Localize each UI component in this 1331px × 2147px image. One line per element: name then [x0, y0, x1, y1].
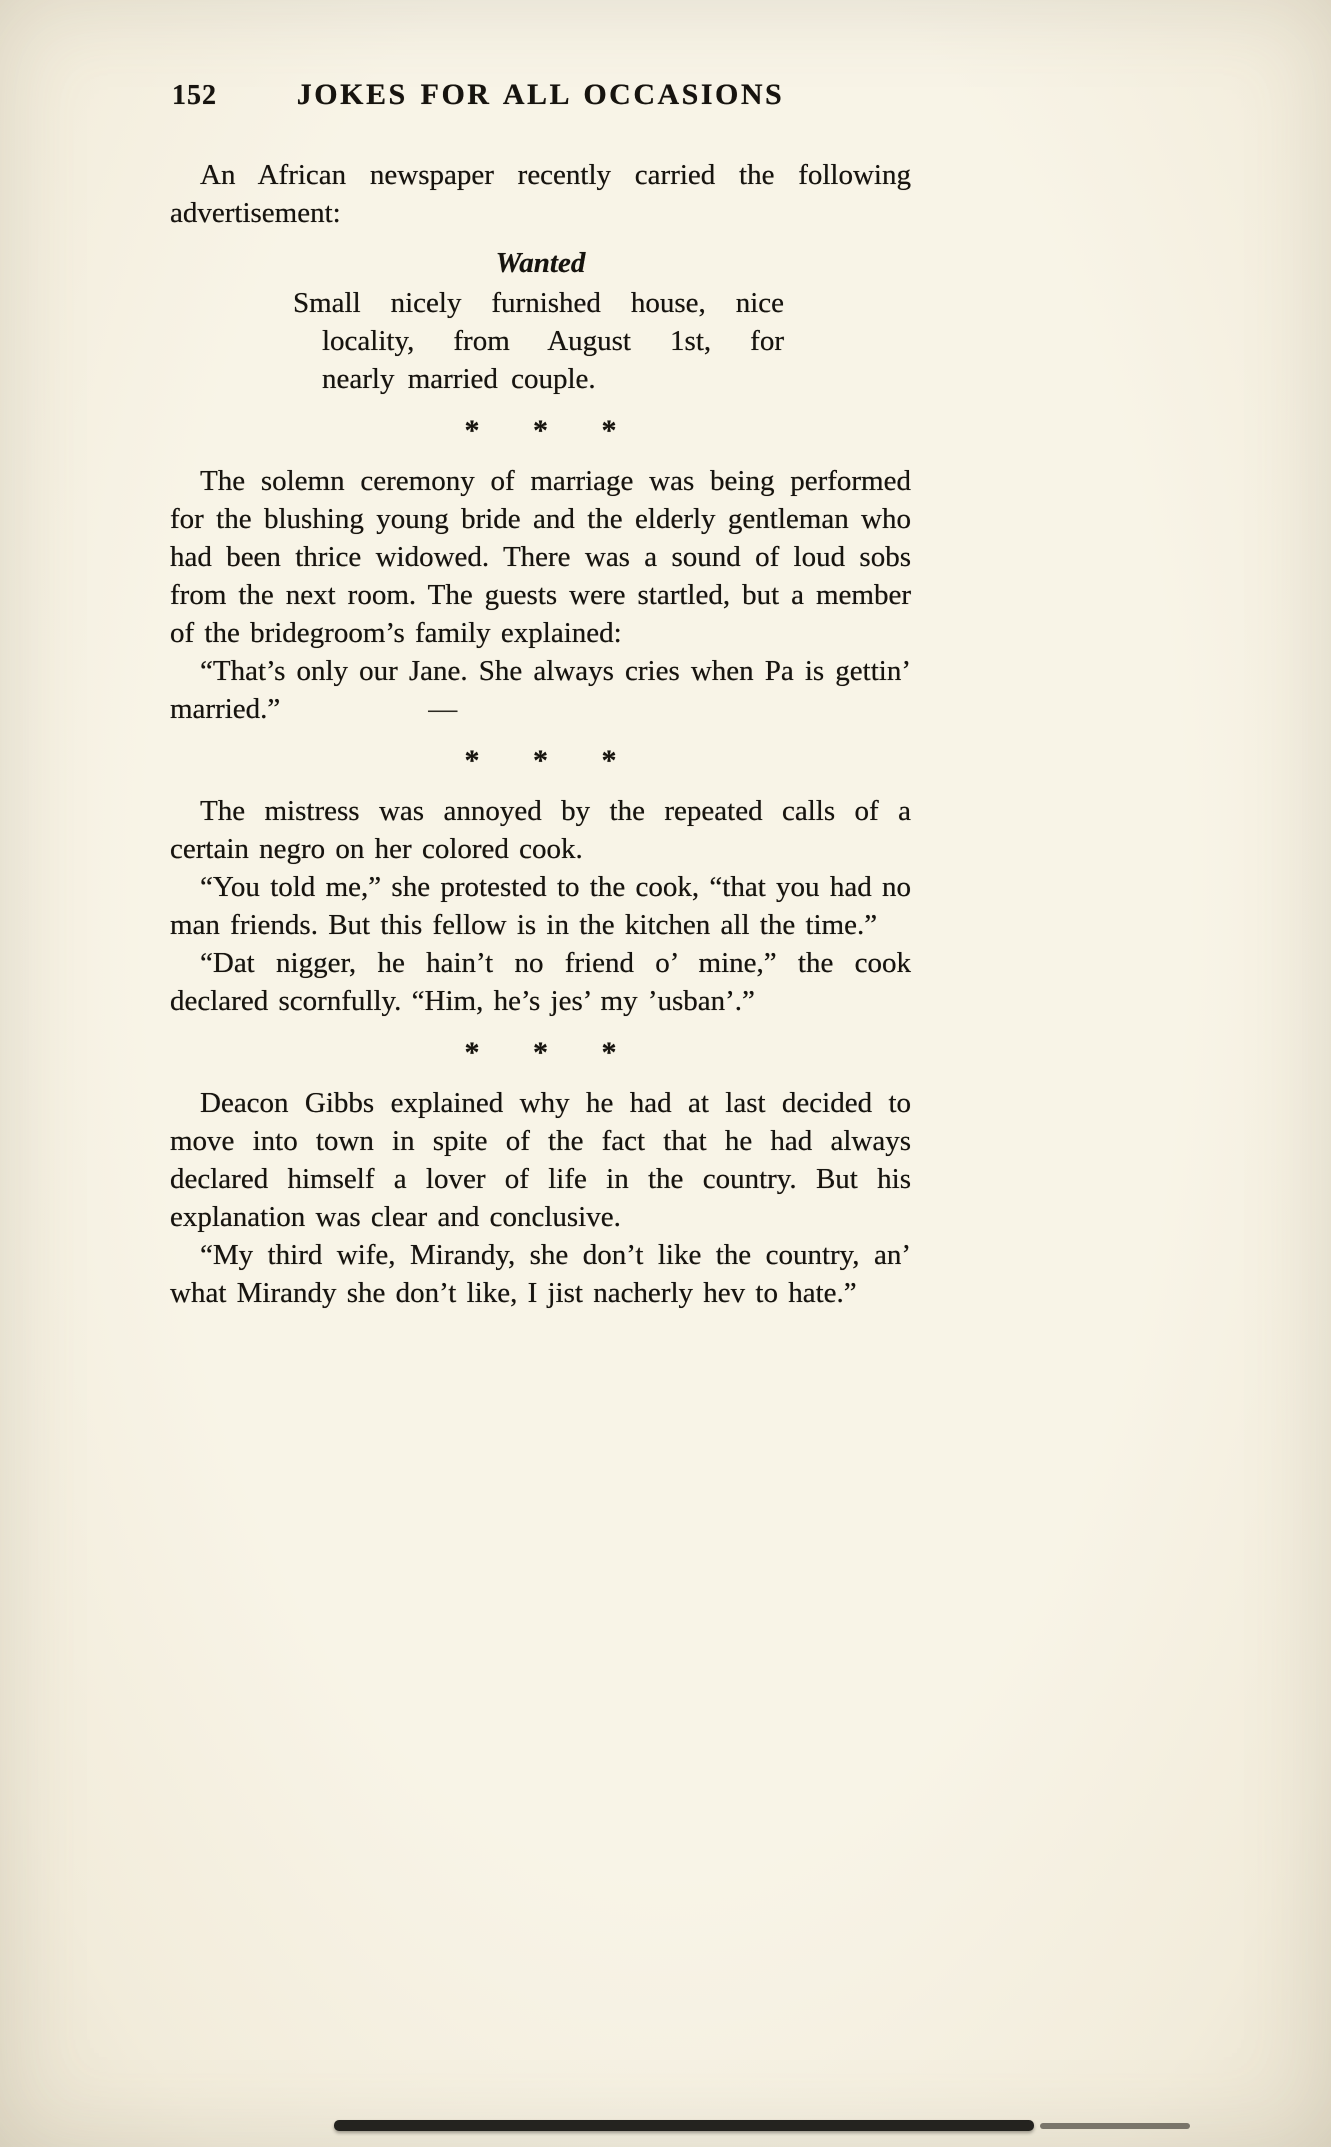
joke-deacon-paragraph-1: Deacon Gibbs explained why he had at last decided to move into town in spite of the fact that he had always declared himself a lover of life in the country. But his explanation was clear and conclusive. [170, 1087, 911, 1233]
joke-cook-paragraph-1: The mistress was annoyed by the repeated calls of a certain negro on her colored cook. [170, 795, 911, 865]
scan-artifact-line [1040, 2123, 1190, 2129]
joke-deacon-paragraph-2: “My third wife, Mirandy, she don’t like the country, an’ what Mirandy she don’t like, I jist nacherly hev to hate.” [170, 1239, 911, 1309]
scan-artifact-bar [334, 2120, 1034, 2131]
ad-title: Wanted [495, 247, 586, 279]
joke-wedding-quote [170, 652, 911, 728]
section-separator: * * * [464, 1036, 617, 1069]
ad-body [293, 284, 784, 398]
page-header [170, 76, 911, 114]
ad-intro-paragraph: An African newspaper recently carried the following advertisement: [170, 159, 911, 229]
section-separator: * * * [464, 744, 617, 777]
ad-line: locality, from August 1st, for [322, 325, 784, 357]
ad-line: nearly married couple. [322, 363, 596, 395]
ad-line: Small nicely furnished house, nice [293, 287, 784, 319]
section-separator: * * * [464, 414, 617, 447]
joke-wedding-paragraph: The solemn ceremony of marriage was being performed for the blushing young bride and the elderly gentleman who had been thrice widowed. There was a sound of loud sobs from the next room. The guests were startled, but a member of the bridegroom’s family explained: [170, 465, 911, 649]
joke-cook-paragraph-2: “You told me,” she protested to the cook, “that you had no man friends. But this fellow is in the kitchen all the time.” [170, 871, 911, 941]
page-number: 152 [172, 80, 217, 111]
joke-cook-paragraph-3: “Dat nigger, he hain’t no friend o’ mine,” the cook declared scornfully. “Him, he’s jes’ my ’usban’.” [170, 947, 911, 1017]
text-block [170, 76, 911, 1312]
stray-dash-mark: — [428, 693, 458, 725]
running-title: JOKES FOR ALL OCCASIONS [296, 78, 785, 111]
joke-wedding-quote-text: “That’s only our Jane. She always cries when Pa is gettin’ married.” [170, 655, 911, 725]
